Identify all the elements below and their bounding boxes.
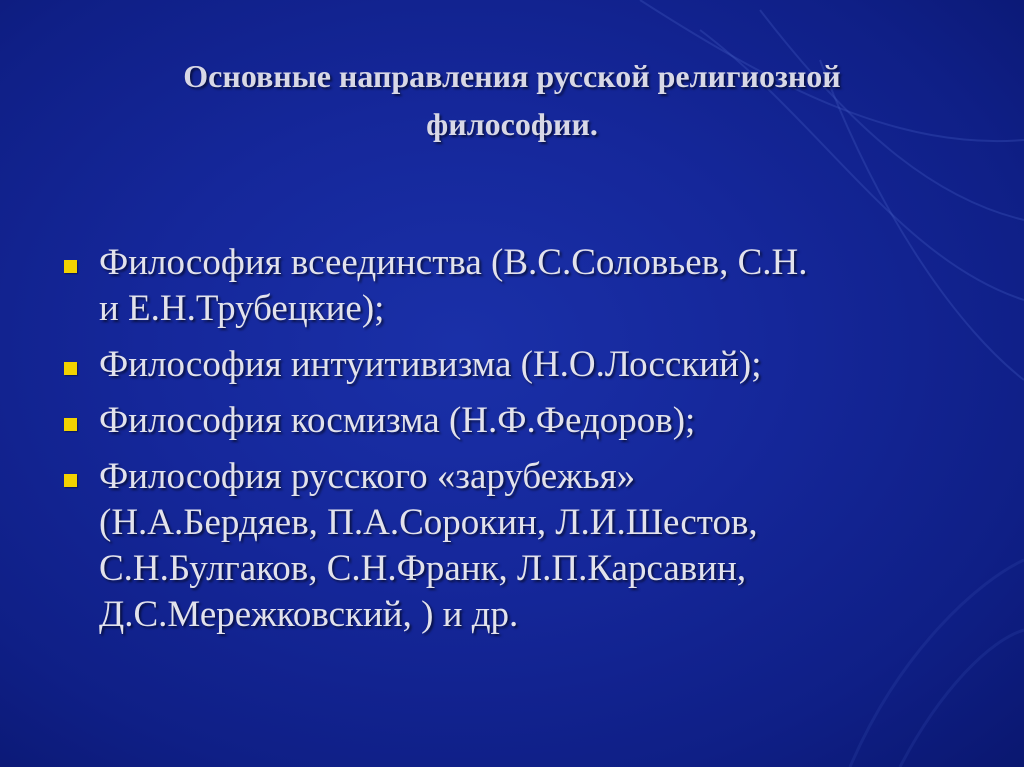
slide-title-line: Основные направления русской религиозной — [183, 58, 841, 94]
slide-title — [60, 52, 964, 148]
square-bullet-icon — [64, 474, 77, 487]
bullet-text-line: С.Н.Булгаков, С.Н.Франк, Л.П.Карсавин, — [99, 548, 747, 589]
bullet-text-line: Философия русского «зарубежья» — [99, 456, 636, 497]
bullet-list — [62, 240, 962, 648]
bullet-item-kosmizm — [62, 398, 962, 444]
bullet-item-intuitivizm — [62, 342, 962, 388]
square-bullet-icon — [64, 362, 77, 375]
bullet-text-line: Философия интуитивизма (Н.О.Лосский); — [99, 344, 762, 385]
bullet-text-line: Философия космизма (Н.Ф.Федоров); — [99, 400, 696, 441]
bullet-text-line: Д.С.Мережковский, ) и др. — [99, 594, 519, 635]
square-bullet-icon — [64, 418, 77, 431]
square-bullet-icon — [64, 260, 77, 273]
bullet-item-vseedinstvo — [62, 240, 962, 332]
bullet-item-zarubezhye — [62, 454, 962, 638]
bullet-text-line: Философия всеединства (В.С.Соловьев, С.Н. — [99, 242, 808, 283]
bullet-text-line: (Н.А.Бердяев, П.А.Сорокин, Л.И.Шестов, — [99, 502, 758, 543]
bullet-text-line: и Е.Н.Трубецкие); — [99, 288, 385, 329]
slide-title-line: философии. — [426, 106, 598, 142]
